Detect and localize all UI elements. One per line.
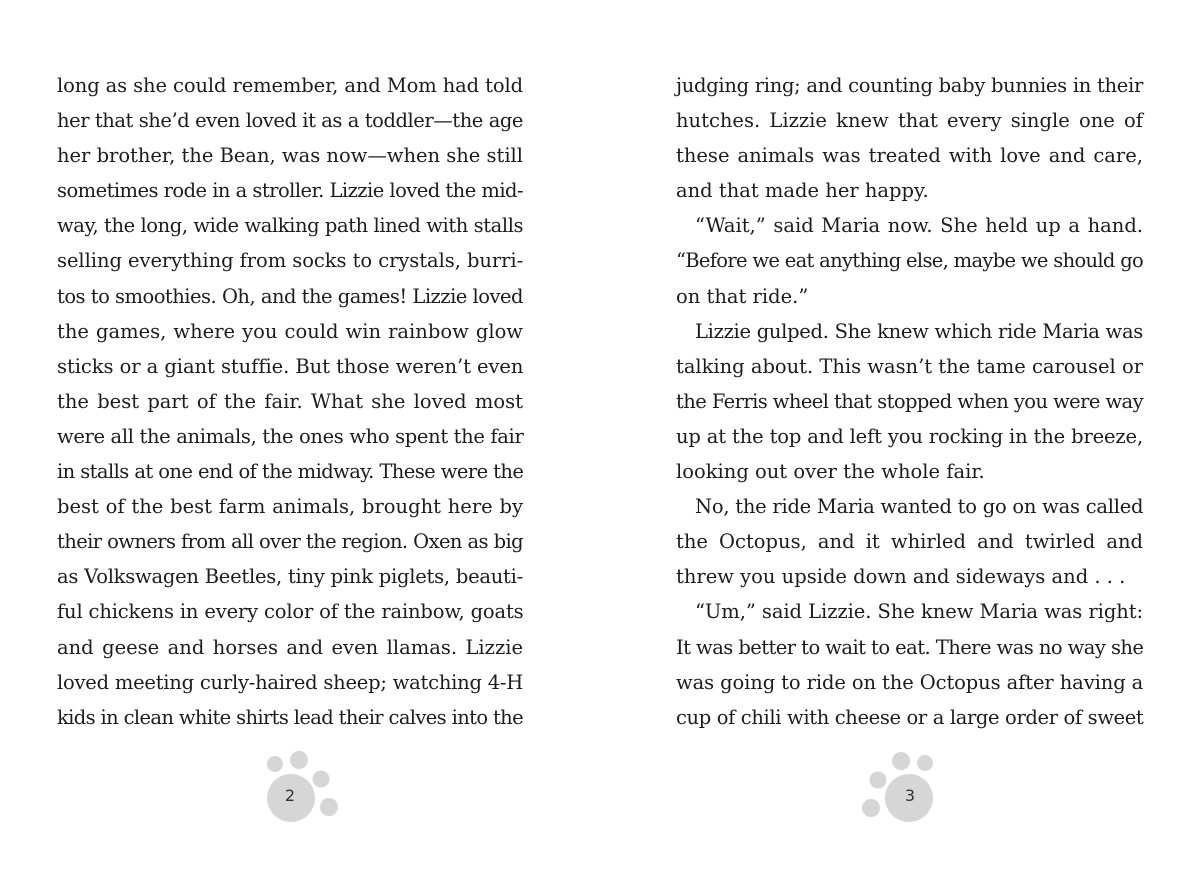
text-line: these animals was treated with love and care, bbox=[676, 144, 1143, 168]
right-page-text bbox=[676, 68, 1143, 735]
page-number-badge bbox=[262, 750, 338, 826]
text-line: sometimes rode in a stroller. Lizzie loved the mid- bbox=[57, 179, 523, 203]
text-line: in stalls at one end of the midway. These were the bbox=[57, 460, 524, 484]
page-number: 2 bbox=[284, 786, 296, 805]
text-line: It was better to wait to eat. There was no way she bbox=[676, 635, 1144, 659]
text-line: ful chickens in every color of the rainbow, goats bbox=[57, 600, 524, 624]
text-line: “Um,” said Lizzie. She knew Maria was right: bbox=[695, 600, 1143, 624]
text-line: the best part of the fair. What she loved most bbox=[57, 389, 523, 413]
text-line: their owners from all over the region. Oxen as big bbox=[57, 530, 523, 554]
page-number: 3 bbox=[904, 786, 916, 805]
text-line: as Volkswagen Beetles, tiny pink piglets, beauti- bbox=[57, 565, 523, 589]
text-line: “Wait,” said Maria now. She held up a hand. bbox=[695, 214, 1143, 238]
page-number-badge bbox=[862, 750, 938, 826]
text-line: the Octopus, and it whirled and twirled and bbox=[676, 530, 1143, 554]
text-line: selling everything from socks to crystals, burri- bbox=[57, 249, 524, 273]
text-line: her that she’d even loved it as a toddler—the age bbox=[57, 109, 523, 133]
text-line: kids in clean white shirts lead their calves into the bbox=[57, 705, 523, 729]
text-line: talking about. This wasn’t the tame carousel or bbox=[676, 354, 1143, 378]
text-line: loved meeting curly-haired sheep; watching 4-H bbox=[57, 670, 523, 694]
text-line: cup of chili with cheese or a large order of sweet bbox=[676, 705, 1144, 729]
text-line: “Before we eat anything else, maybe we should go bbox=[676, 249, 1144, 273]
text-line: No, the ride Maria wanted to go on was called bbox=[695, 495, 1144, 519]
text-line: way, the long, wide walking path lined with stalls bbox=[57, 214, 524, 238]
text-line: long as she could remember, and Mom had told bbox=[57, 74, 523, 97]
text-line: tos to smoothies. Oh, and the games! Lizzie loved bbox=[57, 284, 523, 308]
text-line: and that made her happy. bbox=[676, 179, 929, 203]
text-line: judging ring; and counting baby bunnies in their bbox=[676, 74, 1143, 97]
text-line: her brother, the Bean, was now—when she still bbox=[57, 144, 523, 168]
text-line: up at the top and left you rocking in the breeze, bbox=[676, 424, 1143, 448]
text-line: the games, where you could win rainbow glow bbox=[57, 319, 523, 343]
text-line: and geese and horses and even llamas. Lizzie bbox=[57, 635, 523, 659]
text-line: best of the best farm animals, brought here by bbox=[57, 495, 523, 519]
text-line: was going to ride on the Octopus after having a bbox=[676, 670, 1144, 694]
text-line: looking out over the whole fair. bbox=[676, 460, 985, 484]
text-line: the Ferris wheel that stopped when you were way bbox=[676, 389, 1143, 413]
right-page bbox=[600, 0, 1200, 872]
text-line: sticks or a giant stuffie. But those weren’t even bbox=[57, 354, 524, 378]
text-line: threw you upside down and sideways and . . . bbox=[676, 565, 1126, 589]
left-page-text bbox=[57, 68, 523, 735]
text-line: on that ride.” bbox=[676, 284, 809, 308]
text-line: Lizzie gulped. She knew which ride Maria was bbox=[695, 319, 1143, 343]
text-line: hutches. Lizzie knew that every single one of bbox=[676, 109, 1143, 133]
text-line: were all the animals, the ones who spent the fair bbox=[57, 424, 524, 448]
